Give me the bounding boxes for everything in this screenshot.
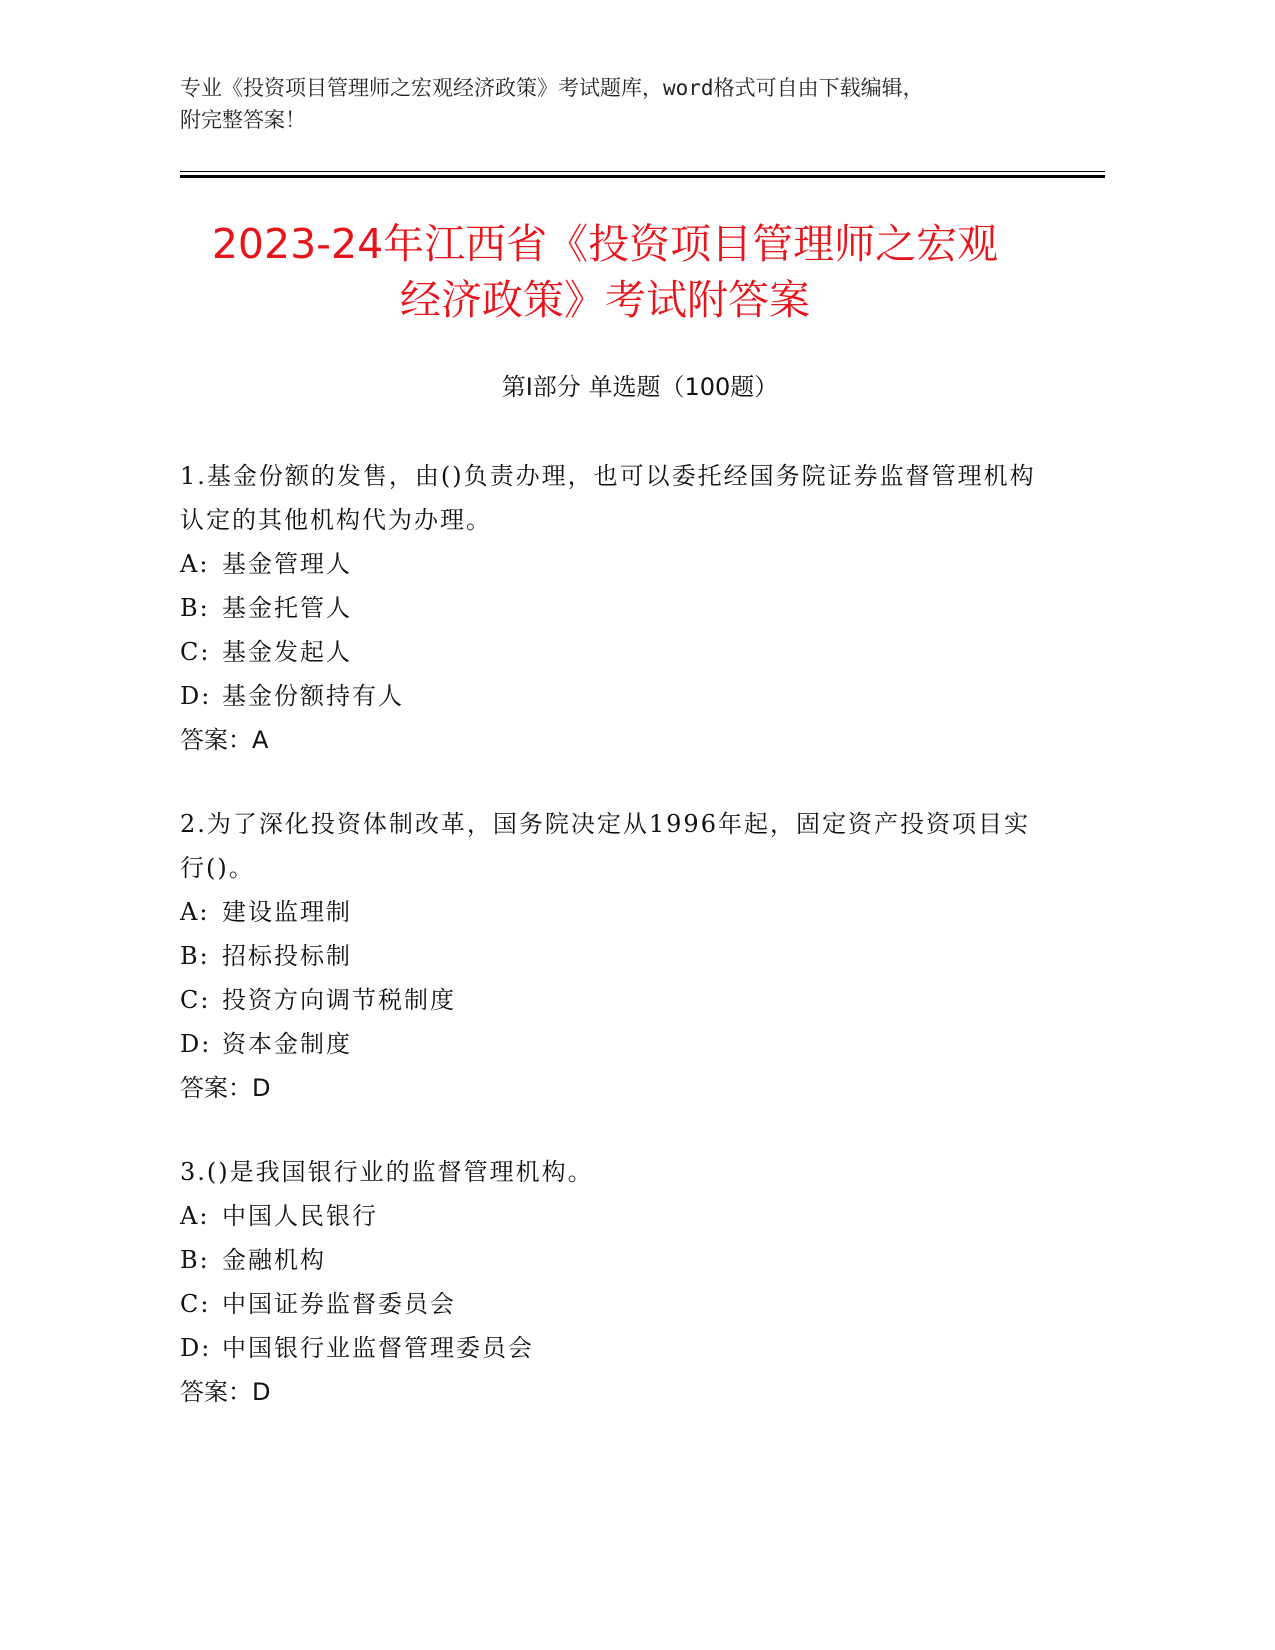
answer-line: 答案：D [180, 1378, 271, 1406]
section-heading: 第I部分 单选题（100题） [501, 373, 779, 401]
option-letter: A: [180, 898, 210, 926]
option-text: 基金份额持有人 [222, 682, 404, 710]
option-text: 投资方向调节税制度 [222, 986, 456, 1014]
question-stem: 1.基金份额的发售，由()负责办理，也可以委托经国务院证券监督管理机构认定的其他机构代为办理。 [180, 462, 1036, 534]
header-divider-thick [180, 175, 1105, 178]
header-note [180, 72, 1100, 136]
document-title-line-1: 2023-24年江西省《投资项目管理师之宏观 [211, 220, 999, 268]
option-text: 基金管理人 [222, 550, 352, 578]
document-title-line-2: 经济政策》考试附答案 [400, 276, 810, 324]
header-note-line-1: 专业《投资项目管理师之宏观经济政策》考试题库，word格式可自由下载编辑， [180, 76, 924, 100]
option-letter: D: [180, 1334, 212, 1362]
header-divider-thin [180, 171, 1105, 172]
option-letter: D: [180, 1030, 212, 1058]
option-a [180, 1194, 1040, 1238]
option-letter: D: [180, 682, 212, 710]
option-text: 基金托管人 [222, 594, 352, 622]
option-b [180, 586, 1040, 630]
option-text: 中国银行业监督管理委员会 [222, 1334, 534, 1362]
option-b [180, 1238, 1040, 1282]
option-letter: C: [180, 986, 211, 1014]
option-text: 中国人民银行 [222, 1202, 378, 1230]
header-note-line-2: 附完整答案！ [180, 108, 306, 132]
option-text: 基金发起人 [222, 638, 352, 666]
question-stem: 3.()是我国银行业的监督管理机构。 [180, 1158, 594, 1186]
option-d [180, 1326, 1040, 1370]
question-stem: 2.为了深化投资体制改革，国务院决定从1996年起，固定资产投资项目实行()。 [180, 810, 1030, 882]
option-letter: B: [180, 942, 210, 970]
question-1 [180, 454, 1040, 762]
answer-line: 答案：A [180, 726, 269, 754]
option-d [180, 1022, 1040, 1066]
option-text: 金融机构 [222, 1246, 326, 1274]
question-2 [180, 802, 1040, 1110]
option-text: 招标投标制 [222, 942, 352, 970]
option-letter: A: [180, 550, 210, 578]
option-text: 建设监理制 [222, 898, 352, 926]
option-text: 中国证券监督委员会 [222, 1290, 456, 1318]
option-letter: A: [180, 1202, 210, 1230]
option-c [180, 1282, 1040, 1326]
option-letter: B: [180, 1246, 210, 1274]
option-letter: C: [180, 1290, 211, 1318]
option-b [180, 934, 1040, 978]
answer-line: 答案：D [180, 1074, 271, 1102]
option-letter: C: [180, 638, 211, 666]
option-letter: B: [180, 594, 210, 622]
question-3 [180, 1150, 1040, 1414]
option-d [180, 674, 1040, 718]
option-a [180, 542, 1040, 586]
option-a [180, 890, 1040, 934]
option-text: 资本金制度 [222, 1030, 352, 1058]
document-title [160, 216, 1050, 328]
option-c [180, 978, 1040, 1022]
option-c [180, 630, 1040, 674]
